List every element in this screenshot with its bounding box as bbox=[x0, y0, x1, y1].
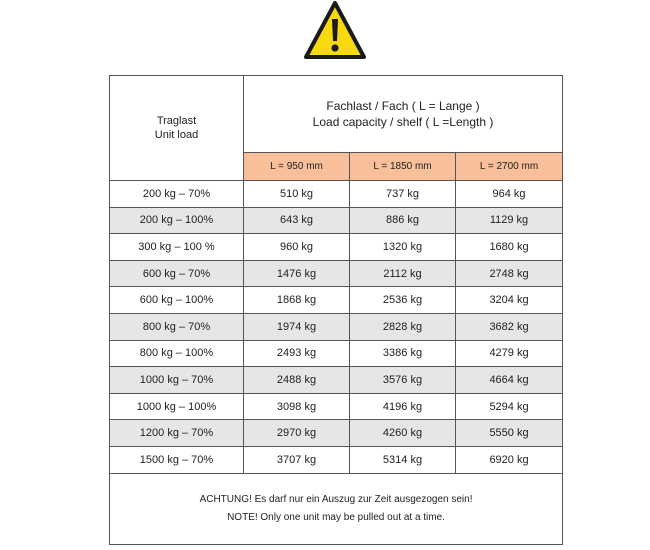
capacity-cell: 2748 kg bbox=[456, 260, 563, 287]
shelf-capacity-header-en: Load capacity / shelf ( L =Length ) bbox=[312, 115, 494, 129]
warning-triangle-graphic bbox=[303, 0, 367, 60]
table-row bbox=[110, 367, 563, 394]
unit-load-cell: 600 kg – 70% bbox=[110, 260, 244, 287]
unit-load-cell: 600 kg – 100% bbox=[110, 287, 244, 314]
unit-load-cell: 300 kg – 100 % bbox=[110, 234, 244, 261]
table-row bbox=[110, 207, 563, 234]
capacity-cell: 964 kg bbox=[456, 181, 563, 208]
capacity-cell: 3576 kg bbox=[350, 367, 456, 394]
capacity-cell: 2536 kg bbox=[350, 287, 456, 314]
unit-load-header-en: Unit load bbox=[154, 129, 199, 141]
capacity-cell: 3204 kg bbox=[456, 287, 563, 314]
table-row bbox=[110, 446, 563, 473]
table-row bbox=[110, 260, 563, 287]
unit-load-cell: 1000 kg – 100% bbox=[110, 393, 244, 420]
unit-load-header-de: Traglast bbox=[156, 115, 197, 127]
capacity-cell: 2828 kg bbox=[350, 313, 456, 340]
warning-note bbox=[110, 473, 563, 544]
capacity-cell: 1868 kg bbox=[244, 287, 350, 314]
capacity-cell: 2112 kg bbox=[350, 260, 456, 287]
capacity-cell: 2488 kg bbox=[244, 367, 350, 394]
capacity-cell: 4664 kg bbox=[456, 367, 563, 394]
capacity-cell: 3682 kg bbox=[456, 313, 563, 340]
capacity-cell: 5314 kg bbox=[350, 446, 456, 473]
capacity-cell: 3707 kg bbox=[244, 446, 350, 473]
table-row bbox=[110, 181, 563, 208]
capacity-cell: 886 kg bbox=[350, 207, 456, 234]
load-capacity-table bbox=[109, 75, 563, 545]
capacity-cell: 1680 kg bbox=[456, 234, 563, 261]
warning-note-en: NOTE! Only one unit may be pulled out at a time. bbox=[227, 511, 445, 523]
table-row bbox=[110, 234, 563, 261]
warning-exclamation-bar bbox=[332, 19, 338, 41]
capacity-cell: 1129 kg bbox=[456, 207, 563, 234]
capacity-cell: 960 kg bbox=[244, 234, 350, 261]
unit-load-cell: 1200 kg – 70% bbox=[110, 420, 244, 447]
capacity-cell: 4196 kg bbox=[350, 393, 456, 420]
warning-note-de: ACHTUNG! Es darf nur ein Auszug zur Zeit ausgezogen sein! bbox=[199, 493, 473, 505]
capacity-cell: 4260 kg bbox=[350, 420, 456, 447]
length-header-2700: L = 2700 mm bbox=[456, 153, 563, 181]
capacity-cell: 3098 kg bbox=[244, 393, 350, 420]
shelf-capacity-header-de: Fachlast / Fach ( L = Lange ) bbox=[326, 99, 480, 113]
length-header-950: L = 950 mm bbox=[244, 153, 350, 181]
capacity-cell: 5550 kg bbox=[456, 420, 563, 447]
capacity-cell: 5294 kg bbox=[456, 393, 563, 420]
capacity-cell: 2493 kg bbox=[244, 340, 350, 367]
warning-exclamation-dot bbox=[331, 44, 338, 51]
capacity-cell: 1320 kg bbox=[350, 234, 456, 261]
unit-load-cell: 200 kg – 70% bbox=[110, 181, 244, 208]
capacity-cell: 1476 kg bbox=[244, 260, 350, 287]
capacity-cell: 643 kg bbox=[244, 207, 350, 234]
unit-load-header bbox=[110, 76, 244, 181]
capacity-cell: 1974 kg bbox=[244, 313, 350, 340]
table-row bbox=[110, 287, 563, 314]
unit-load-cell: 200 kg – 100% bbox=[110, 207, 244, 234]
unit-load-cell: 1500 kg – 70% bbox=[110, 446, 244, 473]
capacity-cell: 3386 kg bbox=[350, 340, 456, 367]
table-row bbox=[110, 313, 563, 340]
capacity-cell: 2970 kg bbox=[244, 420, 350, 447]
table-row bbox=[110, 420, 563, 447]
capacity-cell: 6920 kg bbox=[456, 446, 563, 473]
warning-triangle-icon bbox=[303, 0, 367, 60]
shelf-capacity-header bbox=[244, 76, 563, 153]
unit-load-cell: 800 kg – 100% bbox=[110, 340, 244, 367]
capacity-cell: 510 kg bbox=[244, 181, 350, 208]
unit-load-cell: 1000 kg – 70% bbox=[110, 367, 244, 394]
capacity-cell: 4279 kg bbox=[456, 340, 563, 367]
length-header-1850: L = 1850 mm bbox=[350, 153, 456, 181]
table-row bbox=[110, 340, 563, 367]
unit-load-cell: 800 kg – 70% bbox=[110, 313, 244, 340]
table-row bbox=[110, 393, 563, 420]
capacity-cell: 737 kg bbox=[350, 181, 456, 208]
